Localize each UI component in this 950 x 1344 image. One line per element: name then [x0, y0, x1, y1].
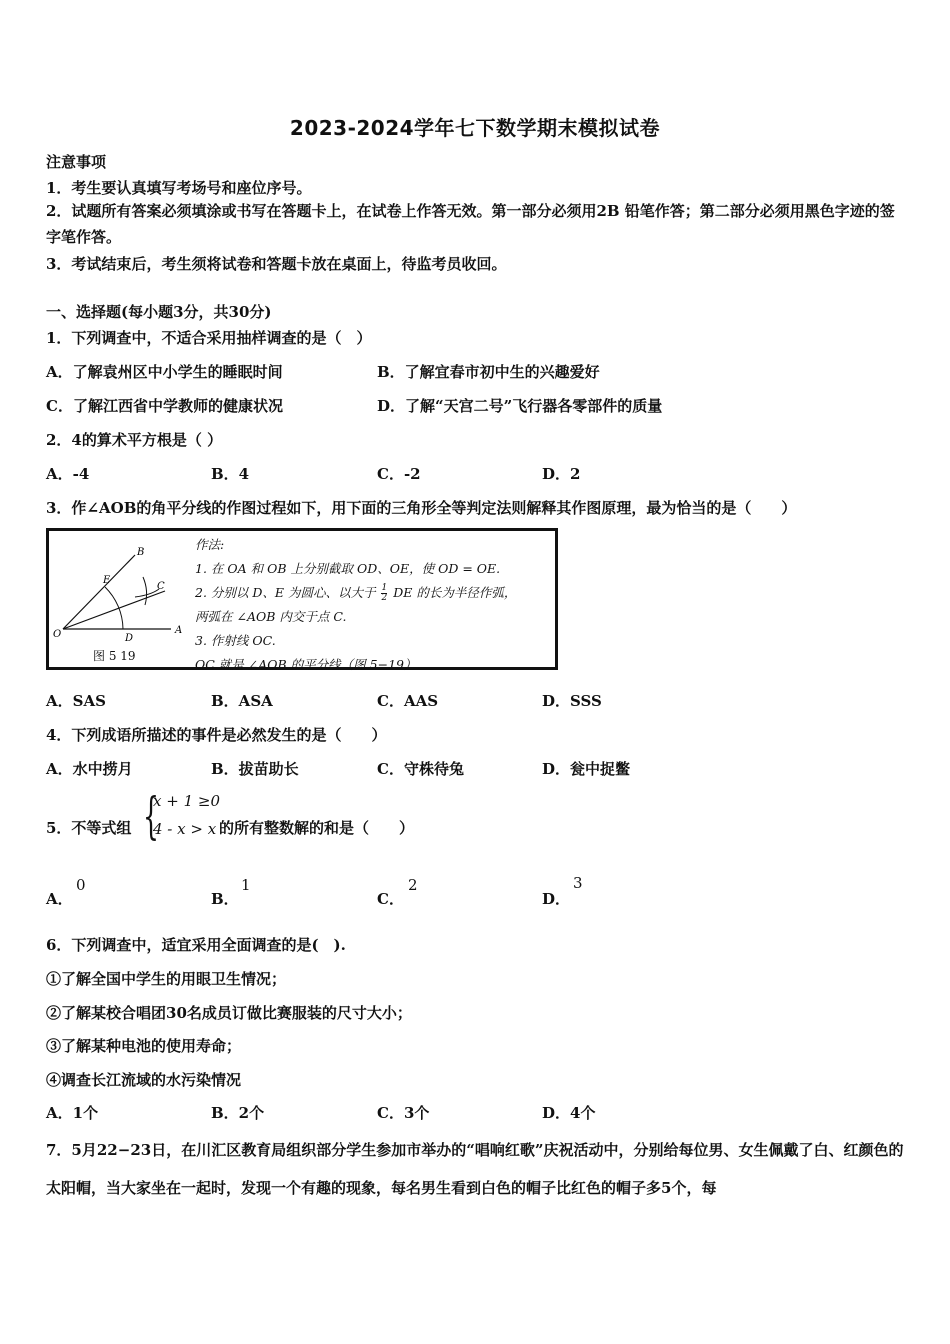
- step-2-part-b: DE 的长为半径作弧，: [393, 585, 517, 600]
- q4-option-b: B．拔苗助长: [211, 760, 299, 778]
- label-d: D: [125, 633, 134, 644]
- q5-option-a: A．: [46, 890, 73, 908]
- q6-item-2: ②了解某校合唱团30名成员订做比赛服装的尺寸大小；: [46, 1004, 412, 1022]
- q6-option-a: A．1个: [46, 1104, 99, 1122]
- q6-option-b: B．2个: [211, 1104, 265, 1122]
- q4-stem: 4．下列成语所描述的事件是必然发生的是（ ）: [46, 726, 387, 744]
- section-heading: 一、选择题(每小题3分，共30分): [46, 303, 272, 321]
- q6-item-3: ③了解某种电池的使用寿命；: [46, 1037, 242, 1055]
- q1-option-a: A．了解袁州区中小学生的睡眠时间: [46, 363, 283, 381]
- fraction-half: [381, 584, 387, 603]
- q5-option-b-value: 1: [241, 876, 251, 894]
- q2-option-c: C．-2: [377, 465, 421, 483]
- q6-option-d: D．4个: [542, 1104, 596, 1122]
- q5-option-c-value: 2: [408, 876, 418, 894]
- inequality-1: x + 1 ≥0: [153, 792, 220, 810]
- arc-from-e: [143, 577, 147, 605]
- note-item-3: 3．考试结束后，考生须将试卷和答题卡放在桌面上，待监考员收回。: [46, 255, 507, 273]
- q3-option-b: B．ASA: [211, 692, 273, 710]
- angle-bisector-figure: [46, 528, 558, 670]
- notes-heading: 注意事项: [46, 153, 107, 171]
- q3-stem: 3．作∠AOB的角平分线的作图过程如下，用下面的三角形全等判定法则解释其作图原理，最为恰当的是（ ）: [46, 499, 797, 517]
- left-brace-icon: {: [143, 787, 159, 845]
- q5-option-b: B．: [211, 890, 239, 908]
- ray-ob: [63, 555, 135, 629]
- figure-caption: 图 5 19: [93, 649, 136, 663]
- fraction-numerator: 1: [381, 583, 388, 593]
- q5-option-a-value: 0: [76, 876, 86, 894]
- q5-option-c: C．: [377, 890, 404, 908]
- note-item-1: 1．考生要认真填写考场号和座位序号。: [46, 179, 312, 197]
- q3-option-d: D．SSS: [542, 692, 602, 710]
- q2-stem: 2．4的算术平方根是（ ）: [46, 431, 223, 449]
- q3-option-a: A．SAS: [46, 692, 106, 710]
- step-2-continued: 两弧在 ∠AOB 内交于点 C.: [195, 609, 347, 624]
- q5-prefix: 5．不等式组: [46, 819, 132, 837]
- step-conclusion: OC 就是 ∠AOB 的平分线（图 5−19）.: [195, 657, 421, 672]
- note-item-2: 2．试题所有答案必须填涂或书写在答题卡上，在试卷上作答无效。第一部分必须用2B 铅笔作答；第二部分必须用黑色字迹的签字笔作答。: [46, 202, 895, 246]
- q5-option-d-value: 3: [573, 874, 583, 892]
- step-2: [195, 581, 516, 605]
- steps-heading: 作法:: [195, 537, 225, 552]
- q2-option-d: D．2: [542, 465, 581, 483]
- q4-option-a: A．水中捞月: [46, 760, 133, 778]
- ray-oc: [63, 591, 165, 629]
- q1-option-c: C．了解江西省中学教师的健康状况: [46, 397, 283, 415]
- step-1: 1. 在 OA 和 OB 上分别截取 OD、OE，使 OD = OE.: [195, 561, 501, 576]
- q6-item-4: ④调查长江流域的水污染情况: [46, 1071, 242, 1089]
- q4-option-d: D．瓮中捉鳖: [542, 760, 631, 778]
- q3-option-c: C．AAS: [377, 692, 439, 710]
- page-title: 2023-2024学年七下数学期末模拟试卷: [289, 116, 661, 140]
- q1-stem: 1．下列调查中，不适合采用抽样调查的是（ ）: [46, 329, 372, 347]
- q6-stem: 6．下列调查中，适宜采用全面调查的是( ).: [46, 936, 346, 954]
- inequality-2: 4 - x > x: [153, 820, 217, 838]
- label-e: E: [103, 575, 111, 586]
- step-2-part-a: 2. 分别以 D、E 为圆心、以大于: [195, 585, 376, 600]
- q6-item-1: ①了解全国中学生的用眼卫生情况；: [46, 970, 287, 988]
- q5-suffix: 的所有整数解的和是（ ）: [219, 819, 415, 837]
- q6-option-c: C．3个: [377, 1104, 430, 1122]
- construction-steps: [195, 533, 516, 677]
- q5-option-d: D．: [542, 890, 571, 908]
- label-o: O: [53, 629, 62, 640]
- label-b: B: [137, 547, 145, 558]
- fraction-denominator: 2: [381, 593, 388, 603]
- q2-option-a: A．-4: [46, 465, 90, 483]
- q1-option-b: B．了解宜春市初中生的兴趣爱好: [377, 363, 600, 381]
- label-a: A: [175, 625, 183, 636]
- q7-text: 7．5月22−23日，在川汇区教育局组织部分学生参加市举办的“唱响红歌”庆祝活动中，分别给每位男、女生佩戴了白、红颜色的太阳帽，当大家坐在一起时，发现一个有趣的现象，每名男生看到白色的帽子比红色的帽子多5个，每: [46, 1141, 904, 1197]
- q2-option-b: B．4: [211, 465, 250, 483]
- q1-option-d: D．了解“天宫二号”飞行器各零部件的质量: [377, 397, 663, 415]
- q4-option-c: C．守株待兔: [377, 760, 464, 778]
- label-c: C: [157, 581, 165, 592]
- step-3: 3. 作射线 OC.: [195, 633, 276, 648]
- inequality-system: [143, 787, 220, 845]
- angle-diagram: [53, 545, 193, 657]
